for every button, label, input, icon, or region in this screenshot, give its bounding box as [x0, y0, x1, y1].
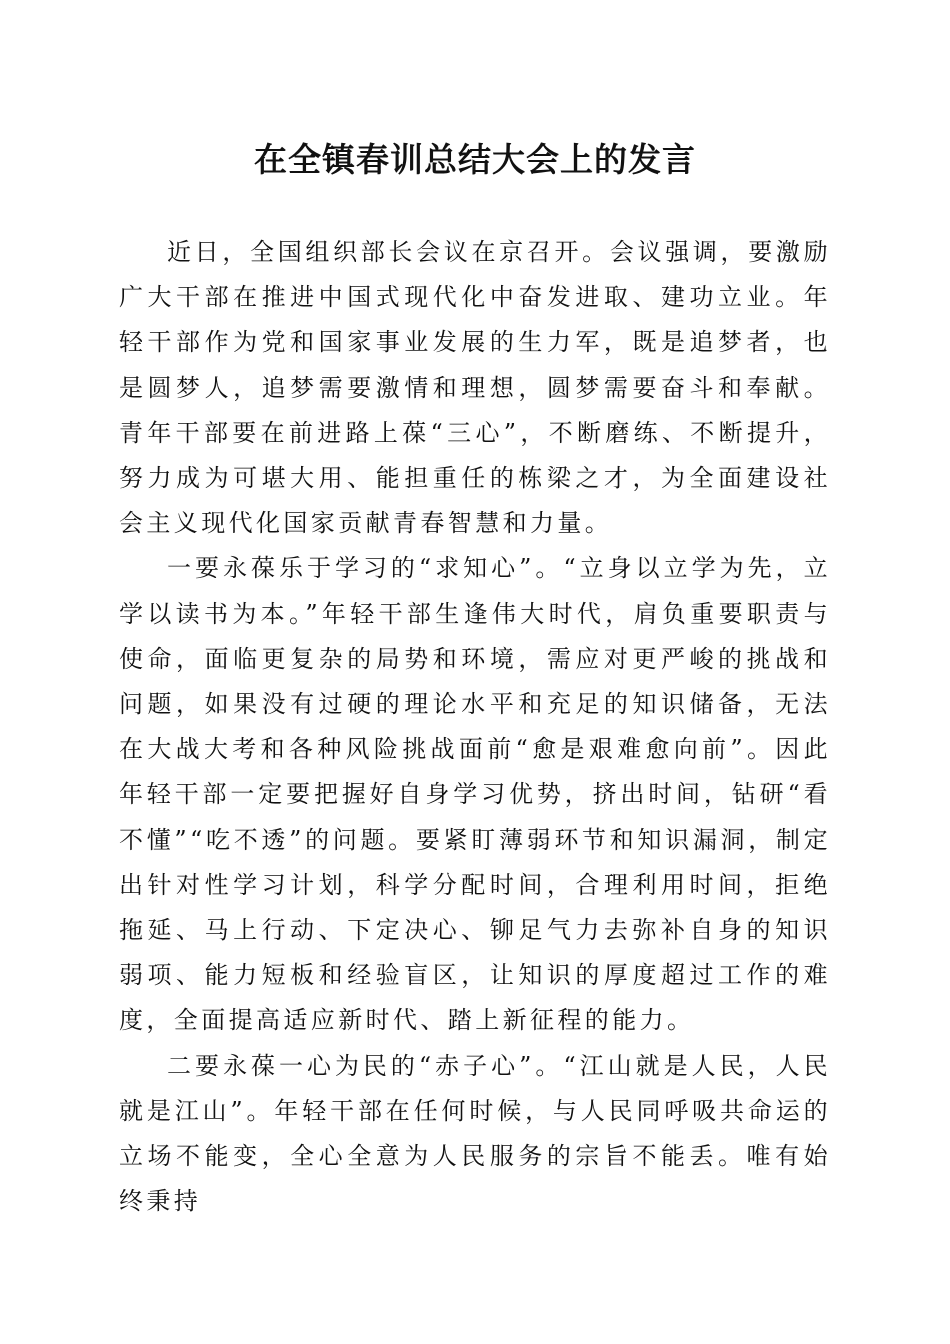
document-body [119, 230, 831, 1224]
paragraph-intro: 近日，全国组织部长会议在京召开。会议强调，要激励广大干部在推进中国式现代化中奋发进取、建功立业。年轻干部作为党和国家事业发展的生力军，既是追梦者，也是圆梦人，追梦需要激情和理想，圆梦需要奋斗和奉献。青年干部要在前进路上葆“三心”，不断磨练、不断提升，努力成为可堪大用、能担重任的栋梁之才，为全面建设社会主义现代化国家贡献青春智慧和力量。 [119, 238, 831, 538]
paragraph-point-two: 二要永葆一心为民的“赤子心”。“江山就是人民，人民就是江山”。年轻干部在任何时候，与人民同呼吸共命运的立场不能变，全心全意为人民服务的宗旨不能丢。唯有始终秉持 [119, 1051, 831, 1216]
paragraph-point-one: 一要永葆乐于学习的“求知心”。“立身以立学为先，立学以读书为本。”年轻干部生逢伟大时代，肩负重要职责与使命，面临更复杂的局势和环境，需应对更严峻的挑战和问题，如果没有过硬的理论水平和充足的知识储备，无法在大战大考和各种风险挑战面前“愈是艰难愈向前”。因此年轻干部一定要把握好自身学习优势，挤出时间，钻研“看不懂”“吃不透”的问题。要紧盯薄弱环节和知识漏洞，制定出针对性学习计划，科学分配时间，合理利用时间，拒绝拖延、马上行动、下定决心、铆足气力去弥补自身的知识弱项、能力短板和经验盲区，让知识的厚度超过工作的难度，全面提高适应新时代、踏上新征程的能力。 [119, 554, 831, 1035]
document-title: 在全镇春训总结大会上的发言 [254, 140, 696, 179]
